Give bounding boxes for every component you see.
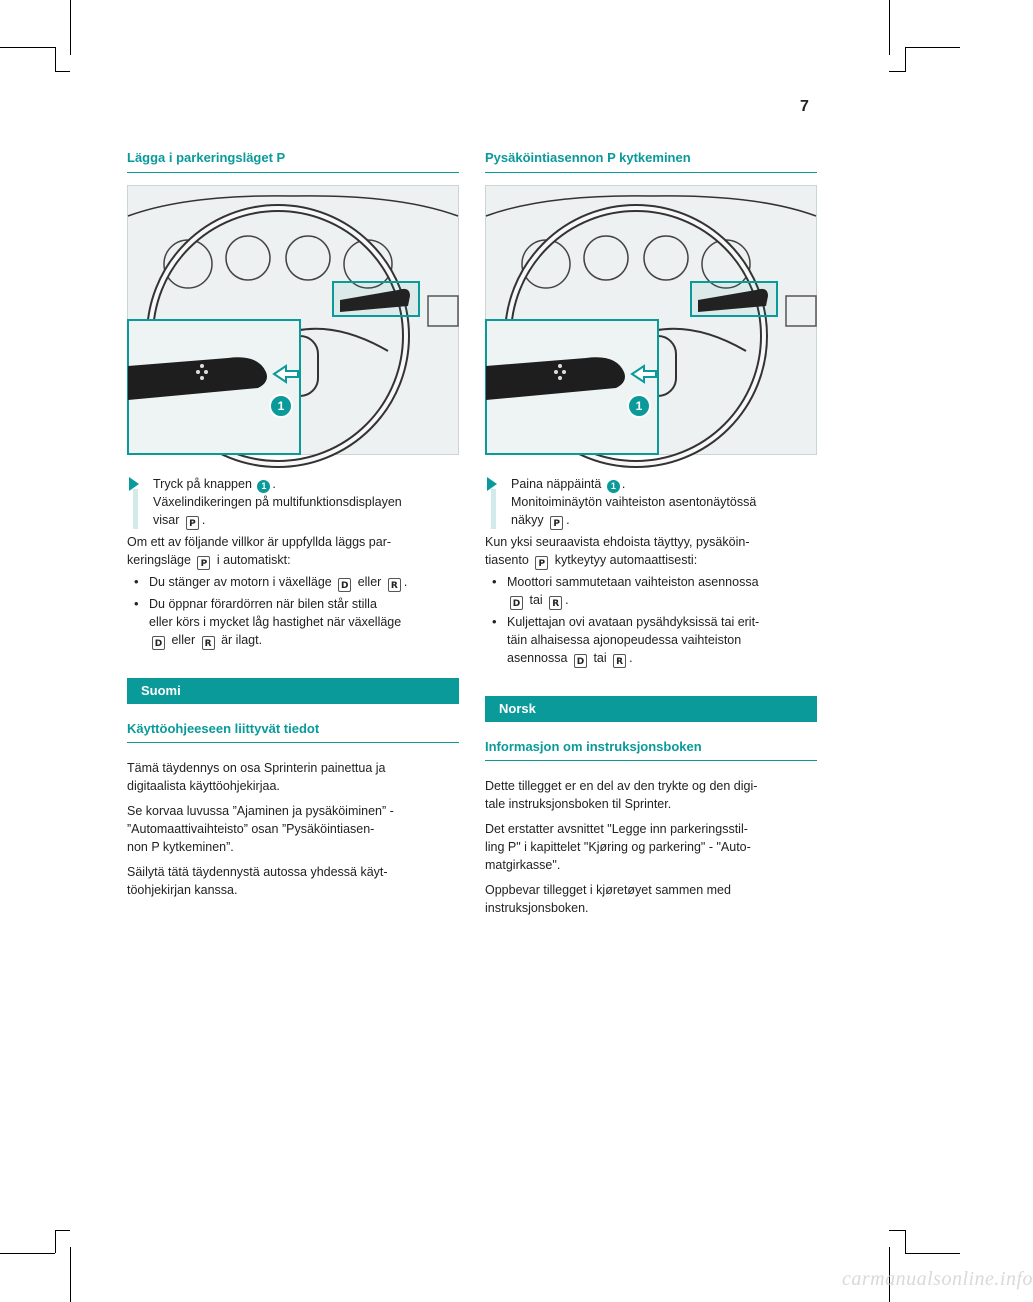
paragraph: Om ett av följande villkor är uppfyllda läggs par- keringsläge P i automatiskt: <box>127 535 392 569</box>
gear-d-icon: D <box>510 596 523 610</box>
gear-d-icon: D <box>152 636 165 650</box>
paragraph: Säilytä tätä täydennystä autossa yhdessä käyt- töohjekirjan kanssa. <box>127 865 388 897</box>
crop-mark <box>905 47 960 48</box>
list-item: • Du stänger av motorn i växelläge D eller R . <box>127 573 459 592</box>
figure-callout-1: 1 <box>277 399 285 413</box>
crop-mark <box>905 47 906 72</box>
finnish-info-body <box>127 759 459 899</box>
bullet-list <box>127 573 459 650</box>
steering-wheel-figure <box>485 185 817 455</box>
bullet-list <box>485 573 817 668</box>
paragraph: Det erstatter avsnittet "Legge inn parkeringsstil- ling P" i kapittelet "Kjøring og parkering" - "Auto- matgirkasse". <box>485 822 751 872</box>
gear-r-icon: R <box>613 654 626 668</box>
figure-callout-1: 1 <box>635 399 643 413</box>
gear-p-icon: P <box>535 556 548 570</box>
norwegian-info-body <box>485 777 817 917</box>
section-heading-finnish-info: Käyttöohjeeseen liittyvät tiedot <box>127 721 459 743</box>
crop-mark <box>0 47 55 48</box>
gear-p-icon: P <box>550 516 563 530</box>
crop-mark <box>889 0 890 55</box>
paragraph: Dette tillegget er en del av den trykte og den digi- tale instruksjonsboken til Sprinter. <box>485 779 758 811</box>
list-item: • Du öppnar förardörren när bilen står stilla eller körs i mycket låg hastighet när växelläge D eller R är ilagt. <box>127 595 459 650</box>
instruction-step: Tryck på knappen 1 . Växelindikeringen på multifunktionsdisplayen visar P . <box>127 475 459 530</box>
left-column <box>127 150 459 906</box>
section-heading-swedish: Lägga i parkeringsläget P <box>127 150 459 173</box>
crop-mark <box>55 1230 56 1253</box>
crop-mark <box>70 1247 71 1302</box>
crop-mark <box>55 71 70 72</box>
paragraph: Kun yksi seuraavista ehdoista täyttyy, pysäköin- tiasento P kytkeytyy automaattisesti: <box>485 535 750 569</box>
paragraph: Tämä täydennys on osa Sprinterin painettua ja digitaalista käyttöohjekirjaa. <box>127 761 386 793</box>
steering-wheel-figure <box>127 185 459 455</box>
paragraph: Oppbevar tillegget i kjøretøyet sammen med instruksjonsboken. <box>485 883 731 915</box>
crop-mark <box>55 1230 70 1231</box>
steering-wheel-illustration <box>486 186 816 454</box>
gear-d-icon: D <box>338 578 351 592</box>
crop-mark <box>889 71 905 72</box>
callout-1-icon: 1 <box>257 480 270 493</box>
list-item: • Kuljettajan ovi avataan pysähdyksissä tai erit- täin alhaisessa ajonopeudessa vaihteiston asennossa D tai R . <box>485 613 817 668</box>
step-bar <box>491 489 496 529</box>
crop-mark <box>0 1253 55 1254</box>
gear-r-icon: R <box>549 596 562 610</box>
section-heading-finnish: Pysäköintiasennon P kytkeminen <box>485 150 817 173</box>
language-bar-suomi: Suomi <box>127 678 459 704</box>
crop-mark <box>889 1230 905 1231</box>
step-bar <box>133 489 138 529</box>
gear-p-icon: P <box>186 516 199 530</box>
watermark: carmanualsonline.info <box>842 1268 1033 1290</box>
language-bar-norsk: Norsk <box>485 696 817 722</box>
gear-d-icon: D <box>574 654 587 668</box>
paragraph: Se korvaa luvussa ”Ajaminen ja pysäköiminen” - ”Automaattivaihteisto” osan ”Pysäköintiasen- non P kytkeminen”. <box>127 804 394 854</box>
crop-mark <box>55 47 56 72</box>
page-number: 7 <box>800 98 809 115</box>
gear-r-icon: R <box>388 578 401 592</box>
gear-r-icon: R <box>202 636 215 650</box>
crop-mark <box>905 1230 906 1253</box>
crop-mark <box>905 1253 960 1254</box>
steering-wheel-illustration <box>128 186 458 454</box>
instruction-step: Paina näppäintä 1 . Monitoiminäytön vaihteiston asentonäytössä näkyy P . <box>485 475 817 530</box>
right-column <box>485 150 817 924</box>
section-heading-norwegian-info: Informasjon om instruksjonsboken <box>485 739 817 761</box>
callout-1-icon: 1 <box>607 480 620 493</box>
crop-mark <box>70 0 71 55</box>
gear-p-icon: P <box>197 556 210 570</box>
list-item: • Moottori sammutetaan vaihteiston asennossa D tai R . <box>485 573 817 610</box>
